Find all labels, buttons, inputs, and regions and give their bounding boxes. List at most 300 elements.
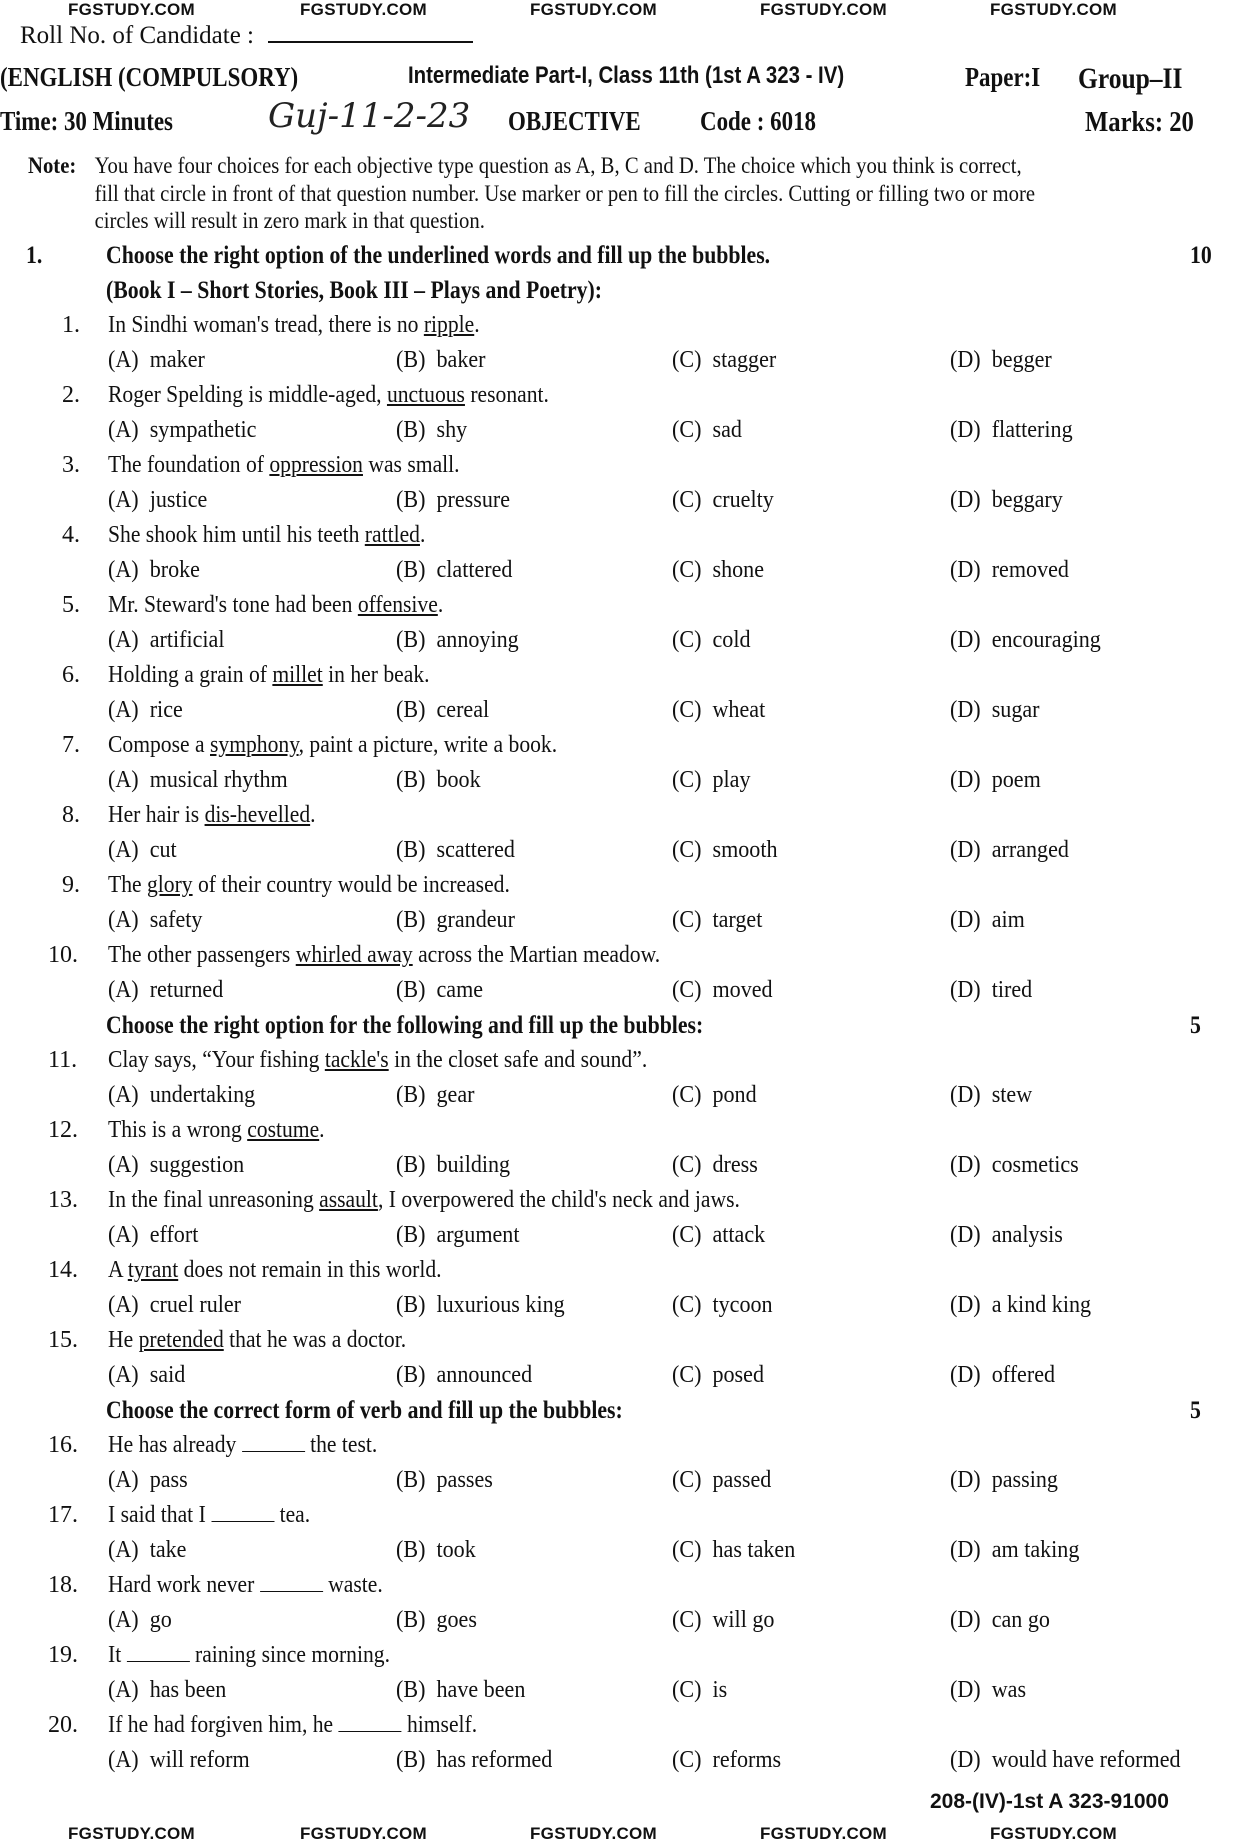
option-a[interactable] [108,483,207,518]
option-b[interactable] [396,1533,476,1568]
option-c[interactable] [672,1288,773,1323]
objective-label: OBJECTIVE [508,106,641,136]
question-stem [0,1568,1250,1603]
option-c[interactable] [672,833,778,868]
option-a[interactable] [108,623,224,658]
option-d[interactable] [950,1533,1079,1568]
option-text: sad [712,417,742,443]
option-letter: (C) [672,907,702,933]
option-d[interactable] [950,553,1069,588]
question-text-post: that he was a doctor. [223,1327,407,1353]
option-text: grandeur [436,907,515,933]
answer-blank [211,1499,274,1522]
option-text: musical rhythm [149,767,288,793]
option-letter: (A) [108,1607,139,1633]
option-b[interactable] [396,1218,519,1253]
underlined-word: millet [272,662,323,688]
option-letter: (A) [108,347,139,373]
question-text-post: the test. [304,1432,378,1458]
option-b[interactable] [396,903,515,938]
option-text: stagger [712,347,777,373]
section-marks: 5 [1190,1012,1201,1039]
option-text: flattering [991,417,1073,443]
underlined-word: oppression [269,452,363,478]
option-letter: (B) [396,767,426,793]
watermark: FGSTUDY.COM [760,1824,888,1843]
options-row [0,1533,1250,1568]
option-b[interactable] [396,1148,510,1183]
option-letter: (C) [672,767,702,793]
option-d[interactable] [950,1358,1055,1393]
option-d[interactable] [950,1288,1091,1323]
question-text-pre: In Sindhi woman's tread, there is no [108,312,424,338]
option-c[interactable] [672,1148,758,1183]
option-c[interactable] [672,693,765,728]
option-d[interactable] [950,623,1101,658]
marks-label: Marks: 20 [1085,106,1194,138]
option-text: was [991,1677,1027,1703]
underlined-word: symphony [209,732,299,758]
option-letter: (C) [672,1152,702,1178]
options-row [0,973,1250,1008]
option-letter: (D) [950,627,981,653]
option-letter: (C) [672,487,702,513]
section-marks: 10 [1190,242,1212,269]
option-text: shone [712,557,764,583]
option-d[interactable] [950,483,1063,518]
option-c[interactable] [672,1078,757,1113]
question-text-post: raining since morning. [189,1642,390,1668]
question-number: 20. [48,1712,78,1738]
option-text: tycoon [712,1292,773,1318]
option-d[interactable] [950,413,1073,448]
option-text: stew [991,1082,1033,1108]
underlined-word: tackle's [324,1047,389,1073]
watermark: FGSTUDY.COM [530,0,658,19]
option-text: begger [991,347,1052,373]
section-subtitle-line [0,273,1250,308]
option-d[interactable] [950,693,1040,728]
option-a[interactable] [108,1358,185,1393]
option-d[interactable] [950,1078,1032,1113]
options-row [0,623,1250,658]
option-text: take [149,1537,187,1563]
question-number: 6. [62,662,80,688]
question-text [108,1323,406,1358]
option-b[interactable] [396,1743,552,1778]
option-d[interactable] [950,973,1032,1008]
option-letter: (D) [950,1607,981,1633]
option-letter: (D) [950,1362,981,1388]
underlined-word: pretended [138,1327,224,1353]
question-stem [0,1708,1250,1743]
option-letter: (C) [672,417,702,443]
watermark: FGSTUDY.COM [530,1824,658,1843]
option-b[interactable] [396,1673,525,1708]
option-letter: (B) [396,977,426,1003]
question-text [108,728,557,763]
option-letter: (A) [108,1677,139,1703]
option-text: sympathetic [149,417,257,443]
option-letter: (D) [950,1537,981,1563]
option-letter: (B) [396,697,426,723]
option-text: pressure [436,487,511,513]
option-text: removed [991,557,1069,583]
question-text-pre: Roger Spelding is middle-aged, [108,382,387,408]
option-a[interactable] [108,1148,244,1183]
question-text [108,1428,377,1463]
option-b[interactable] [396,1288,565,1323]
question-text [108,938,660,973]
option-b[interactable] [396,623,519,658]
question-text-pre: Her hair is [108,802,205,828]
question-text-post: . [437,592,444,618]
question-text [108,588,443,623]
option-a[interactable] [108,1603,172,1638]
option-letter: (A) [108,907,139,933]
question-stem [0,1043,1250,1078]
option-text: argument [436,1222,520,1248]
option-letter: (B) [396,1152,426,1178]
question-text [108,378,549,413]
option-text: will reform [149,1747,250,1773]
option-a[interactable] [108,1078,255,1113]
question-number: 16. [48,1432,78,1458]
question-text-post: does not remain in this world. [178,1257,442,1283]
option-text: passes [436,1467,493,1493]
options-row [0,903,1250,938]
option-text: baker [436,347,486,373]
question-text-post: in her beak. [322,662,430,688]
option-b[interactable] [396,343,486,378]
section-marks: 5 [1190,1397,1201,1424]
question-stem [0,938,1250,973]
question-number: 12. [48,1117,78,1143]
option-text: beggary [991,487,1063,513]
option-letter: (D) [950,487,981,513]
option-text: analysis [991,1222,1063,1248]
subject-title: (ENGLISH (COMPULSORY) [0,62,299,92]
option-a[interactable] [108,1533,186,1568]
question-stem [0,378,1250,413]
options-row [0,1603,1250,1638]
option-text: has been [149,1677,227,1703]
question-number: 11. [48,1047,78,1073]
question-text-pre: It [108,1642,127,1668]
option-text: passed [712,1467,772,1493]
option-b[interactable] [396,1078,474,1113]
option-b[interactable] [396,973,483,1008]
option-c[interactable] [672,1358,764,1393]
option-b[interactable] [396,763,481,798]
option-c[interactable] [672,1218,765,1253]
option-text: sugar [991,697,1040,723]
section-heading [0,1393,1250,1428]
watermark: FGSTUDY.COM [68,0,196,19]
option-c[interactable] [672,903,762,938]
section-title: Choose the correct form of verb and fill up the bubbles: [106,1397,623,1424]
option-letter: (A) [108,767,139,793]
option-letter: (C) [672,1222,702,1248]
option-text: annoying [436,627,519,653]
option-letter: (B) [396,1467,426,1493]
option-d[interactable] [950,1743,1181,1778]
question-number: 8. [62,802,80,828]
option-b[interactable] [396,833,515,868]
option-letter: (A) [108,1292,139,1318]
option-text: returned [149,977,224,1003]
note-line: fill that circle in front of that question number. Use marker or pen to fill the circles. Cutting or filling two or more [94,180,1036,206]
option-text: goes [436,1607,477,1633]
candidate-line [20,22,473,50]
option-text: aim [991,907,1025,933]
option-c[interactable] [672,343,776,378]
watermark: FGSTUDY.COM [68,1824,196,1843]
option-letter: (D) [950,417,981,443]
option-letter: (A) [108,627,139,653]
option-d[interactable] [950,1218,1063,1253]
question-list [0,238,1250,1778]
option-letter: (D) [950,347,981,373]
options-row [0,413,1250,448]
option-c[interactable] [672,553,764,588]
code-label: Code : 6018 [700,106,817,136]
option-letter: (A) [108,977,139,1003]
underlined-word: whirled away [295,942,413,968]
question-text-post: . [319,1117,325,1143]
option-c[interactable] [672,973,773,1008]
option-text: luxurious king [436,1292,565,1318]
option-text: building [436,1152,511,1178]
option-text: effort [149,1222,199,1248]
option-b[interactable] [396,483,510,518]
option-a[interactable] [108,1288,241,1323]
option-c[interactable] [672,1743,781,1778]
options-row [0,1463,1250,1498]
option-letter: (C) [672,977,702,1003]
option-a[interactable] [108,973,223,1008]
option-a[interactable] [108,903,202,938]
question-text [108,1708,477,1743]
question-number: 13. [48,1187,78,1213]
option-text: pass [149,1467,188,1493]
option-d[interactable] [950,1603,1050,1638]
option-text: smooth [712,837,778,863]
option-text: play [712,767,751,793]
option-text: came [436,977,484,1003]
option-c[interactable] [672,1603,774,1638]
option-letter: (B) [396,557,426,583]
option-text: cosmetics [991,1152,1079,1178]
option-letter: (D) [950,1467,981,1493]
question-stem [0,448,1250,483]
watermark: FGSTUDY.COM [300,1824,428,1843]
question-text [108,868,510,903]
option-text: has taken [712,1537,796,1563]
question-text [108,1183,740,1218]
option-letter: (D) [950,1152,981,1178]
option-text: am taking [991,1537,1080,1563]
level-title: Intermediate Part-I, Class 11th (1st A 323 - IV) [408,62,845,89]
option-text: cruelty [712,487,774,513]
option-letter: (D) [950,1677,981,1703]
option-text: took [436,1537,476,1563]
option-letter: (D) [950,977,981,1003]
option-b[interactable] [396,1358,532,1393]
option-c[interactable] [672,1533,795,1568]
option-text: would have reformed [991,1747,1181,1773]
option-d[interactable] [950,1463,1058,1498]
question-stem [0,1498,1250,1533]
question-number: 18. [48,1572,78,1598]
option-letter: (C) [672,1747,702,1773]
underlined-word: glory [146,872,193,898]
question-stem [0,1638,1250,1673]
question-text [108,1638,390,1673]
question-text-pre: A [108,1257,128,1283]
option-letter: (B) [396,1362,426,1388]
question-text-post: in the closet safe and sound”. [388,1047,648,1073]
options-row [0,343,1250,378]
option-a[interactable] [108,1218,198,1253]
option-letter: (D) [950,557,981,583]
underlined-word: unctuous [386,382,465,408]
question-stem [0,1428,1250,1463]
question-text-post: waste. [322,1572,383,1598]
candidate-label: Roll No. of Candidate : [20,22,254,49]
option-b[interactable] [396,553,512,588]
option-a[interactable] [108,693,183,728]
option-letter: (B) [396,347,426,373]
question-number: 7. [62,732,80,758]
question-number: 2. [62,382,80,408]
options-row [0,1673,1250,1708]
question-text-post: himself. [401,1712,478,1738]
question-stem [0,1323,1250,1358]
question-text-post: . [310,802,316,828]
option-letter: (B) [396,417,426,443]
option-b[interactable] [396,413,467,448]
question-number: 5. [62,592,80,618]
option-a[interactable] [108,1463,188,1498]
question-number: 3. [62,452,80,478]
option-a[interactable] [108,833,177,868]
option-text: said [149,1362,186,1388]
watermark: FGSTUDY.COM [760,0,888,19]
question-text [108,1043,647,1078]
option-text: undertaking [149,1082,256,1108]
option-letter: (D) [950,1292,981,1318]
option-c[interactable] [672,763,751,798]
option-c[interactable] [672,1673,727,1708]
option-d[interactable] [950,903,1025,938]
option-d[interactable] [950,833,1069,868]
paper-label: Paper:I [965,62,1041,92]
section-title: Choose the right option for the following and fill up the bubbles: [106,1012,704,1039]
section-title: Choose the right option of the underlined words and fill up the bubbles. [106,242,771,269]
options-row [0,1288,1250,1323]
option-c[interactable] [672,1463,771,1498]
question-text [108,1568,383,1603]
option-b[interactable] [396,693,489,728]
question-stem [0,588,1250,623]
question-text-pre: Hard work never [108,1572,260,1598]
option-text: cut [149,837,177,863]
question-text-post: tea. [274,1502,311,1528]
question-stem [0,1253,1250,1288]
option-letter: (C) [672,1677,702,1703]
option-text: gear [436,1082,475,1108]
option-text: tired [991,977,1033,1003]
option-d[interactable] [950,763,1041,798]
question-text-post: . [474,312,480,338]
option-text: has reformed [436,1747,553,1773]
option-letter: (C) [672,697,702,723]
watermark: FGSTUDY.COM [990,1824,1118,1843]
option-letter: (B) [396,1082,426,1108]
question-text [108,1253,442,1288]
option-letter: (A) [108,837,139,863]
question-text-post: , I overpowered the child's neck and jaws. [377,1187,740,1213]
option-a[interactable] [108,553,200,588]
options-row [0,1358,1250,1393]
option-b[interactable] [396,1603,477,1638]
question-text-pre: In the final unreasoning [108,1187,320,1213]
option-text: target [712,907,763,933]
option-b[interactable] [396,1463,493,1498]
option-text: passing [991,1467,1058,1493]
option-a[interactable] [108,1673,226,1708]
option-text: moved [712,977,773,1003]
question-number: 15. [48,1327,78,1353]
option-a[interactable] [108,413,256,448]
option-d[interactable] [950,1148,1079,1183]
question-text [108,448,460,483]
option-c[interactable] [672,623,751,658]
question-text-pre: The [108,872,147,898]
option-text: scattered [436,837,515,863]
question-text-post: of their country would be increased. [192,872,510,898]
option-text: a kind king [991,1292,1092,1318]
answer-blank [127,1639,190,1662]
question-number: 17. [48,1502,78,1528]
option-text: arranged [991,837,1069,863]
option-text: rice [149,697,183,723]
option-letter: (C) [672,1292,702,1318]
option-letter: (A) [108,1222,139,1248]
option-a[interactable] [108,343,205,378]
option-letter: (C) [672,347,702,373]
option-c[interactable] [672,483,774,518]
option-text: maker [149,347,205,373]
option-a[interactable] [108,763,288,798]
underlined-word: ripple [423,312,475,338]
option-letter: (B) [396,1292,426,1318]
option-letter: (C) [672,557,702,583]
question-number: 19. [48,1642,78,1668]
section-heading [0,238,1250,273]
option-c[interactable] [672,413,742,448]
option-letter: (D) [950,907,981,933]
option-a[interactable] [108,1743,250,1778]
option-letter: (A) [108,557,139,583]
option-d[interactable] [950,1673,1026,1708]
question-text-pre: The foundation of [108,452,270,478]
option-d[interactable] [950,343,1052,378]
option-text: suggestion [149,1152,245,1178]
option-text: is [712,1677,728,1703]
options-row [0,1148,1250,1183]
